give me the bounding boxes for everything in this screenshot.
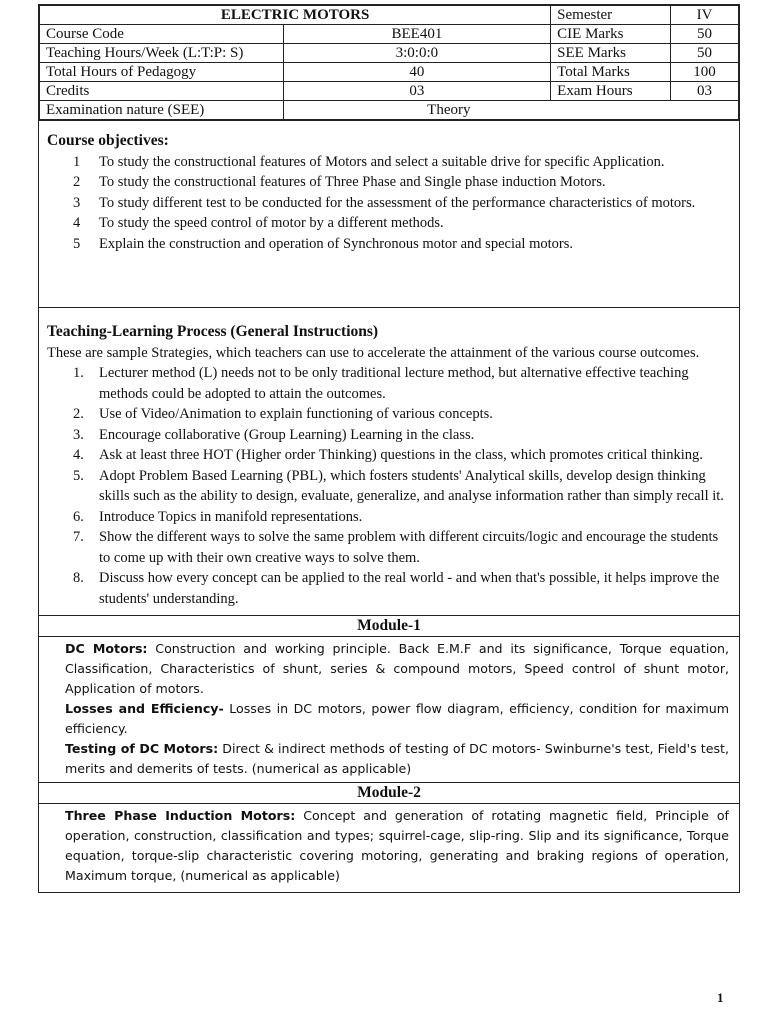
pedagogy-hours-label: Total Hours of Pedagogy: [40, 63, 284, 82]
exam-hours-label: Exam Hours: [551, 82, 671, 101]
list-item: 2. Use of Video/Animation to explain functioning of various concepts.: [73, 406, 493, 422]
course-objectives-section: [39, 120, 739, 307]
list-item: 1 To study the constructional features of Motors and select a suitable drive for specific Application.: [73, 153, 665, 170]
semester-label: Semester: [551, 6, 671, 25]
see-marks-label: SEE Marks: [551, 44, 671, 63]
list-item: 3 To study different test to be conducted for the assessment of the performance characteristics of motors.: [73, 194, 696, 211]
list-item: 3. Encourage collaborative (Group Learning) Learning in the class.: [73, 426, 475, 443]
syllabus-sheet: [38, 4, 740, 893]
teaching-list: [47, 363, 731, 609]
list-item: 4 To study the speed control of motor by a different methods.: [73, 215, 444, 231]
teaching-intro: These are sample Strategies, which teachers can use to accelerate the attainment of the various course outcomes.: [47, 344, 700, 361]
teaching-hours-label: Teaching Hours/Week (L:T:P: S): [40, 44, 284, 63]
exam-hours-value: 03: [671, 82, 739, 101]
list-item: 8. Discuss how every concept can be applied to the real world - and when that's possible, it helps improve the students' understanding.: [73, 570, 720, 607]
total-marks-value: 100: [671, 63, 739, 82]
list-item: 5 Explain the construction and operation of Synchronous motor and special motors.: [73, 235, 573, 252]
list-item: 2 To study the constructional features of Three Phase and Single phase induction Motors.: [73, 174, 606, 190]
module-1-heading: Module-1: [39, 615, 739, 637]
teaching-heading: Teaching-Learning Process (General Instructions): [47, 323, 379, 340]
objectives-heading: Course objectives:: [47, 132, 169, 149]
exam-nature-value: Theory: [283, 101, 738, 120]
credits-label: Credits: [40, 82, 284, 101]
total-marks-label: Total Marks: [551, 63, 671, 82]
course-code-label: Course Code: [40, 25, 284, 44]
course-code-value: BEE401: [283, 25, 551, 44]
list-item: 5. Adopt Problem Based Learning (PBL), which fosters students' Analytical skills, develop design thinking skills such as the ability to design, evaluate, generalize, and analyse information rather than simply recall it.: [73, 467, 724, 504]
cie-marks-value: 50: [671, 25, 739, 44]
module-2-content: [39, 804, 739, 892]
module-1-paragraph: Testing of DC Motors: Direct & indirect methods of testing of DC motors- Swinburne's test, Field's test, merits and demerits of tests. (numerical as applicable): [65, 741, 729, 776]
module-1-paragraph: DC Motors: Construction and working principle. Back E.M.F and its significance, Torque equation, Classification, Characteristics of shunt, series & compound motors, Speed control of shunt motor, Application of motors.: [65, 641, 730, 696]
course-title: ELECTRIC MOTORS: [40, 6, 551, 25]
module-2-paragraph: Three Phase Induction Motors: Concept and generation of rotating magnetic field, Principle of operation, construction, classification and types; squirrel-cage, slip-ring. Slip and its significance, Torque equation, torque-slip characteristic covering motoring, generating and braking regions of operation, Maximum torque, (numerical as applicable): [65, 808, 729, 883]
list-item: 7. Show the different ways to solve the same problem with different circuits/logic and encourage the students to come up with their own creative ways to solve them.: [73, 529, 719, 566]
pedagogy-hours-value: 40: [283, 63, 551, 82]
cie-marks-label: CIE Marks: [551, 25, 671, 44]
module-1-paragraph: Losses and Efficiency- Losses in DC motors, power flow diagram, efficiency, condition for maximum efficiency.: [65, 701, 729, 736]
see-marks-value: 50: [671, 44, 739, 63]
module-1-content: [39, 637, 739, 782]
objectives-list: [47, 152, 731, 255]
semester-value: IV: [671, 6, 739, 25]
teaching-hours-value: 3:0:0:0: [283, 44, 551, 63]
list-item: 6. Introduce Topics in manifold representations.: [73, 508, 363, 525]
credits-value: 03: [283, 82, 551, 101]
list-item: 4. Ask at least three HOT (Higher order Thinking) questions in the class, which promotes critical thinking.: [73, 447, 703, 463]
teaching-learning-section: [39, 307, 739, 615]
course-info-table: [39, 5, 739, 120]
module-2-heading: Module-2: [39, 782, 739, 804]
page-number: 1: [717, 990, 724, 1005]
exam-nature-label: Examination nature (SEE): [40, 101, 284, 120]
list-item: 1. Lecturer method (L) needs not to be only traditional lecture method, but alternative effective teaching methods could be adopted to attain the outcomes.: [73, 365, 689, 402]
